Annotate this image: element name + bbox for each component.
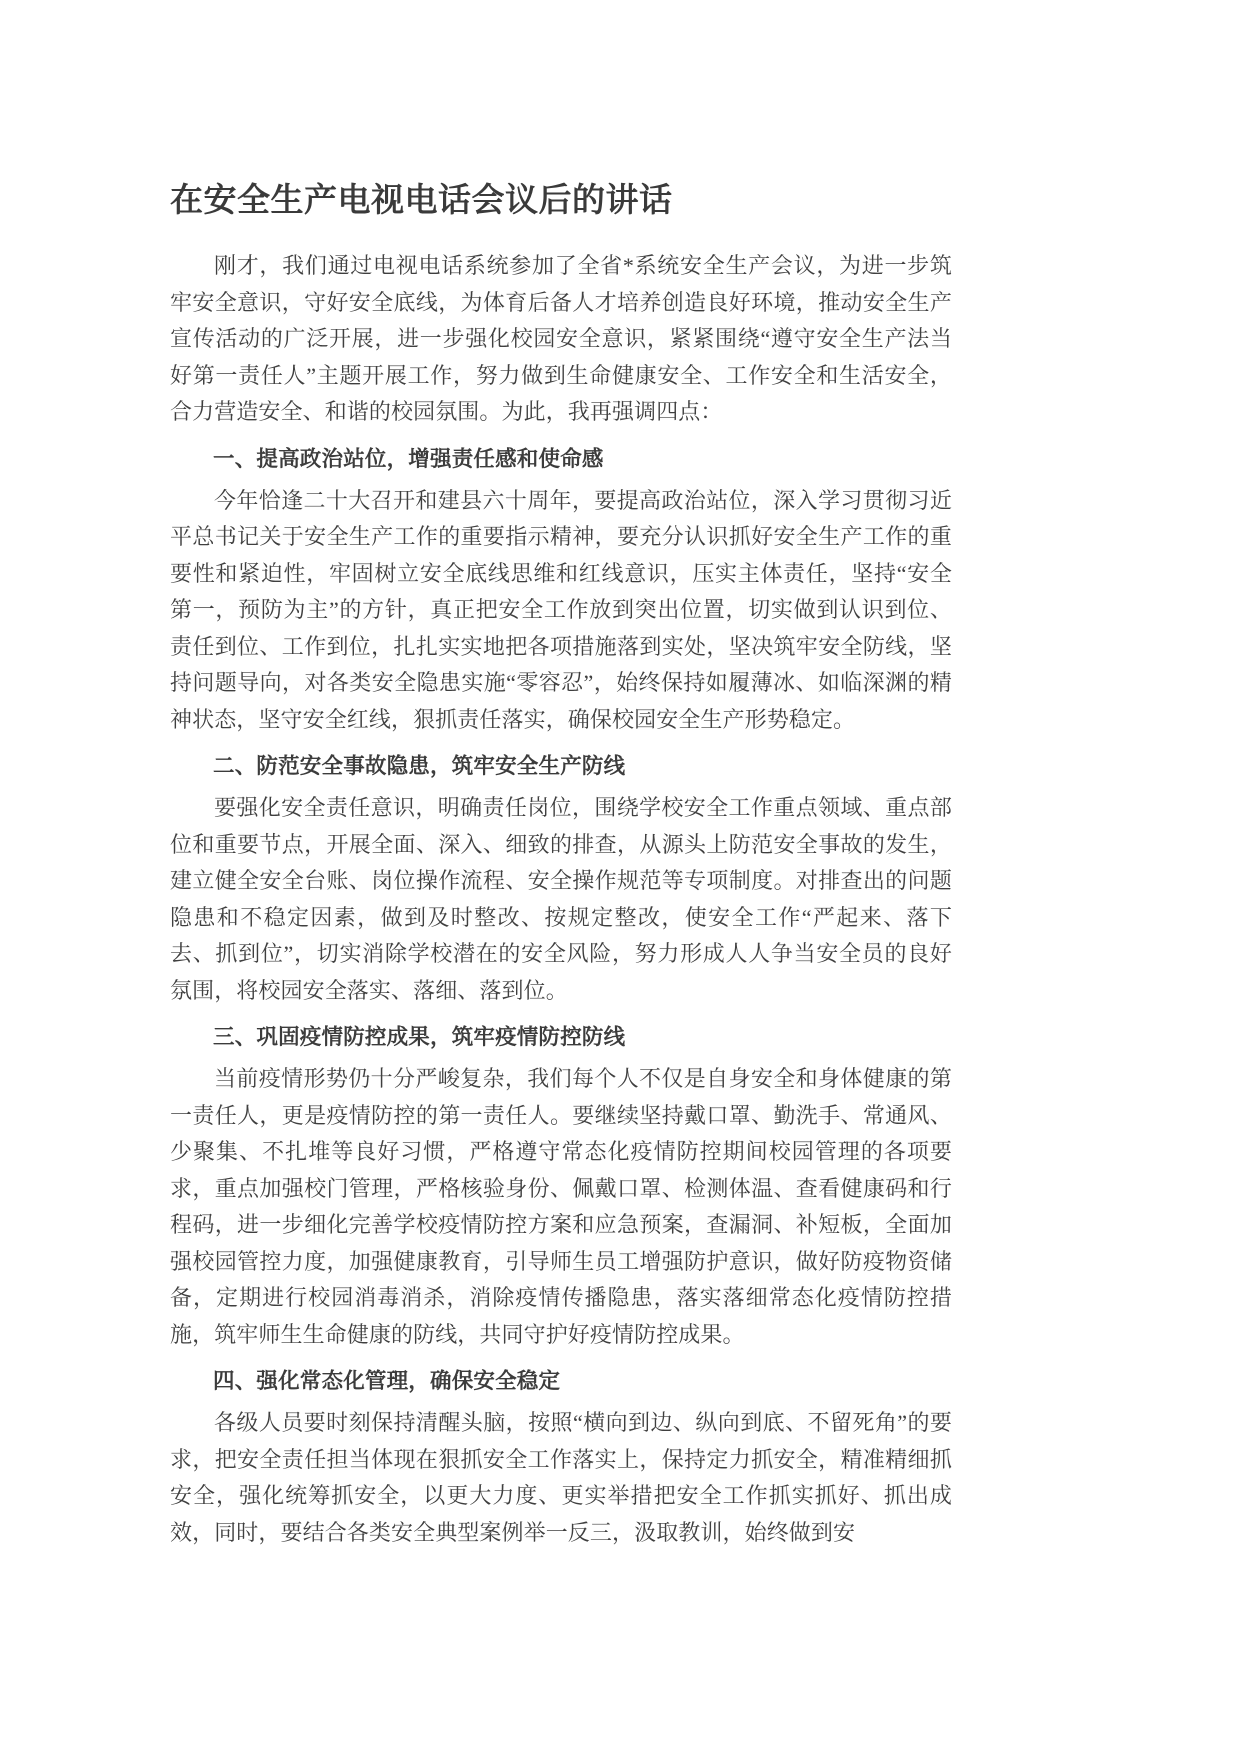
intro-paragraph: 刚才，我们通过电视电话系统参加了全省*系统安全生产会议，为进一步筑牢安全意识，守好安全底线，为体育后备人才培养创造良好环境，推动安全生产宣传活动的广泛开展，进一步强化校园安全意识，紧紧围绕“遵守安全生产法当好第一责任人”主题开展工作，努力做到生命健康安全、工作安全和生活安全，合力营造安全、和谐的校园氛围。为此，我再强调四点： — [170, 253, 952, 424]
section-heading-3: 三、巩固疫情防控成果，筑牢疫情防控防线 — [213, 1025, 626, 1050]
section-heading-2: 二、防范安全事故隐患，筑牢安全生产防线 — [213, 754, 626, 779]
section-heading-4: 四、强化常态化管理，确保安全稳定 — [213, 1369, 561, 1394]
section-body-2: 要强化安全责任意识，明确责任岗位，围绕学校安全工作重点领域、重点部位和重要节点，开展全面、深入、细致的排查，从源头上防范安全事故的发生，建立健全安全台账、岗位操作流程、安全操作规范等专项制度。对排查出的问题隐患和不稳定因素，做到及时整改、按规定整改，使安全工作“严起来、落下去、抓到位”，切实消除学校潜在的安全风险，努力形成人人争当安全员的良好氛围，将校园安全落实、落细、落到位。 — [170, 795, 952, 1003]
document-content — [170, 0, 952, 1551]
section-heading-1: 一、提高政治站位，增强责任感和使命感 — [213, 446, 604, 472]
section-body-3: 当前疫情形势仍十分严峻复杂，我们每个人不仅是自身安全和身体健康的第一责任人，更是疫情防控的第一责任人。要继续坚持戴口罩、勤洗手、常通风、少聚集、不扎堆等良好习惯，严格遵守常态化疫情防控期间校园管理的各项要求，重点加强校门管理，严格核验身份、佩戴口罩、检测体温、查看健康码和行程码，进一步细化完善学校疫情防控方案和应急预案，查漏洞、补短板，全面加强校园管控力度，加强健康教育，引导师生员工增强防护意识，做好防疫物资储备，定期进行校园消毒消杀，消除疫情传播隐患，落实落细常态化疫情防控措施，筑牢师生生命健康的防线，共同守护好疫情防控成果。 — [170, 1066, 952, 1347]
section-body-4: 各级人员要时刻保持清醒头脑，按照“横向到边、纵向到底、不留死角”的要求，把安全责任担当体现在狠抓安全工作落实上，保持定力抓安全，精准精细抓安全，强化统筹抓安全，以更大力度、更实举措把安全工作抓实抓好、抓出成效，同时，要结合各类安全典型案例举一反三，汲取教训，始终做到安 — [170, 1410, 952, 1545]
section-body-1: 今年恰逢二十大召开和建县六十周年，要提高政治站位，深入学习贯彻习近平总书记关于安全生产工作的重要指示精神，要充分认识抓好安全生产工作的重要性和紧迫性，牢固树立安全底线思维和红线意识，压实主体责任，坚持“安全第一，预防为主”的方针，真正把安全工作放到突出位置，切实做到认识到位、责任到位、工作到位，扎扎实实地把各项措施落到实处，坚决筑牢安全防线，坚持问题导向，对各类安全隐患实施“零容忍”，始终保持如履薄冰、如临深渊的精神状态，坚守安全红线，狠抓责任落实，确保校园安全生产形势稳定。 — [170, 487, 952, 732]
page-title: 在安全生产电视电话会议后的讲话 — [170, 180, 673, 219]
